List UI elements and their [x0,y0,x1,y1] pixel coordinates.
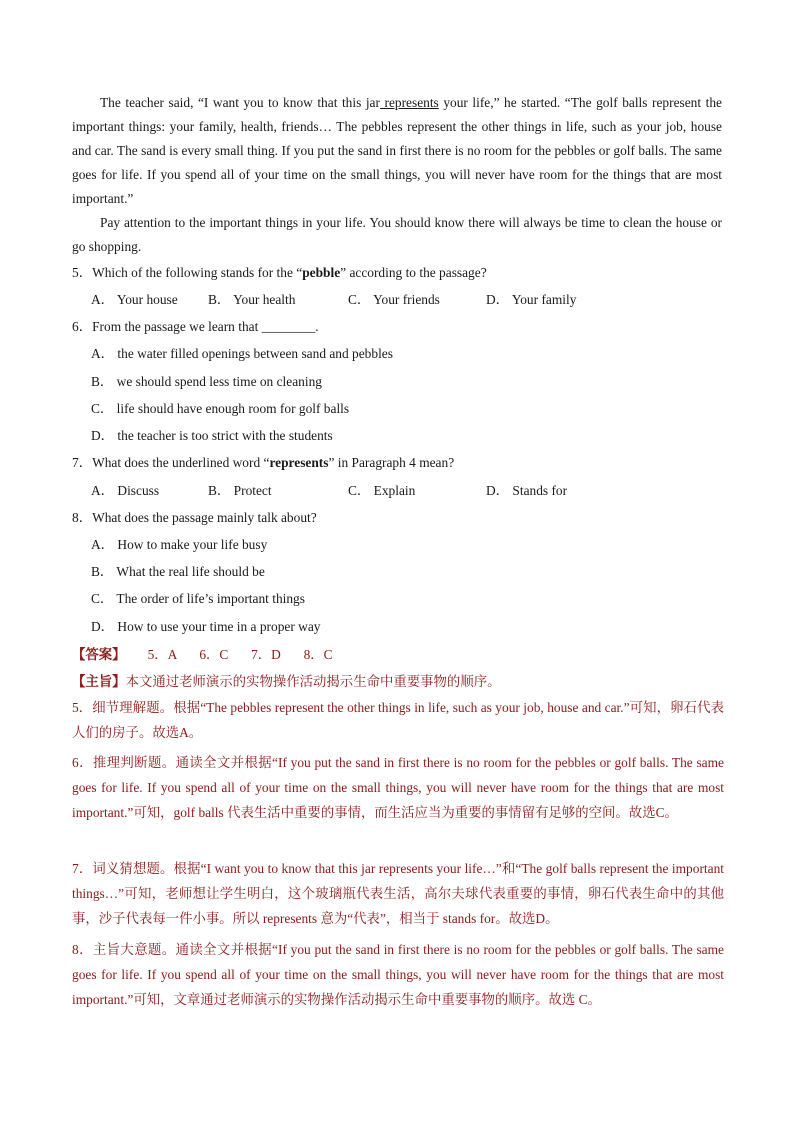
summary-text: 本文通过老师演示的实物操作活动揭示生命中重要事物的顺序。 [125,674,501,689]
passage-text: The teacher said, “I want you to know that this jar [100,95,380,110]
question-5-option-c: C． Your friends [348,292,440,307]
question-6-stem: 6．From the passage we learn that ________. [72,319,319,334]
answer-label: 【答案】 [72,647,126,662]
answer-line [72,646,333,664]
question-6-option-d: D． the teacher is too strict with the students [91,428,333,443]
passage-paragraph-2: Pay attention to the important things in your life. You should know there will always be time to clean the house or go shopping. [72,215,722,254]
explanation-5: 5．细节理解题。根据“The pebbles represent the other things in life, such as your job, house and car.”可知，卵石代表人们的房子。故选A。 [72,700,724,740]
question-6-option-c: C． life should have enough room for golf balls [91,401,350,416]
question-5-option-b: B． Your health [208,292,296,307]
question-6-option-a: A． the water filled openings between sand and pebbles [91,346,393,361]
question-7-option-a: A． Discuss [91,483,160,498]
passage-paragraph-1 [72,91,722,211]
question-8-option-d: D． How to use your time in a proper way [91,619,321,634]
question-7-option-c: C． Explain [348,483,416,498]
question-7-option-d: D． Stands for [486,483,568,498]
question-8-option-c: C． The order of life’s important things [91,591,305,606]
question-7-option-b: B． Protect [208,483,272,498]
question-8-stem: 8．What does the passage mainly talk about? [72,510,317,525]
question-5-stem: 5．Which of the following stands for the “pebble” according to the passage? [72,265,487,280]
question-7-stem: 7．What does the underlined word “represents” in Paragraph 4 mean? [72,455,455,470]
explanation-7: 7．词义猜想题。根据“I want you to know that this jar represents your life…”和“The golf balls represent the important things…”可知，老师想让学生明白，这个玻璃瓶代表生活，高尔夫球代表重要的事情，卵石代表生命中的其他事，沙子代表每一件小事。所以 represents 意为“代表”，相当于 stands for。故选D。 [72,861,724,926]
question-6-option-b: B． we should spend less time on cleaning [91,374,322,389]
question-5-option-d: D． Your family [486,292,577,307]
explanation-6: 6．推理判断题。通读全文并根据“If you put the sand in first there is no room for the pebbles or golf balls. The same goes for life. If you spend all of your time on the small things, you will never have room for the things that are most important.”可知，golf balls 代表生活中重要的事情，而生活应当为重要的事情留有足够的空间。故选C。 [72,755,724,820]
question-8-option-b: B． What the real life should be [91,564,265,579]
answer-values: 5．A 6．C 7．D 8．C [147,647,333,662]
summary-label: 【主旨】 [72,674,126,689]
summary-line [72,673,501,691]
passage-text: your life,” he started. “The golf balls represent the important things: your family, health, friends… The pebbles represent the other things in life, such as your job, house and car. The sand is every small thing. If you put the sand in first there is no room for the pebbles or golf balls. The same goes for life. If you spend all of your time on the small things, you will never have room for the things that are most important.” [72,95,722,206]
underlined-word: represents [379,95,439,110]
explanation-8: 8．主旨大意题。通读全文并根据“If you put the sand in first there is no room for the pebbles or golf balls. The same goes for life. If you spend all of your time on the small things, you will never have room for the things that are most important.”可知，文章通过老师演示的实物操作活动揭示生命中重要事物的顺序。故选 C。 [72,942,724,1007]
question-5-option-a: A． Your house [91,292,178,307]
question-8-option-a: A． How to make your life busy [91,537,268,552]
